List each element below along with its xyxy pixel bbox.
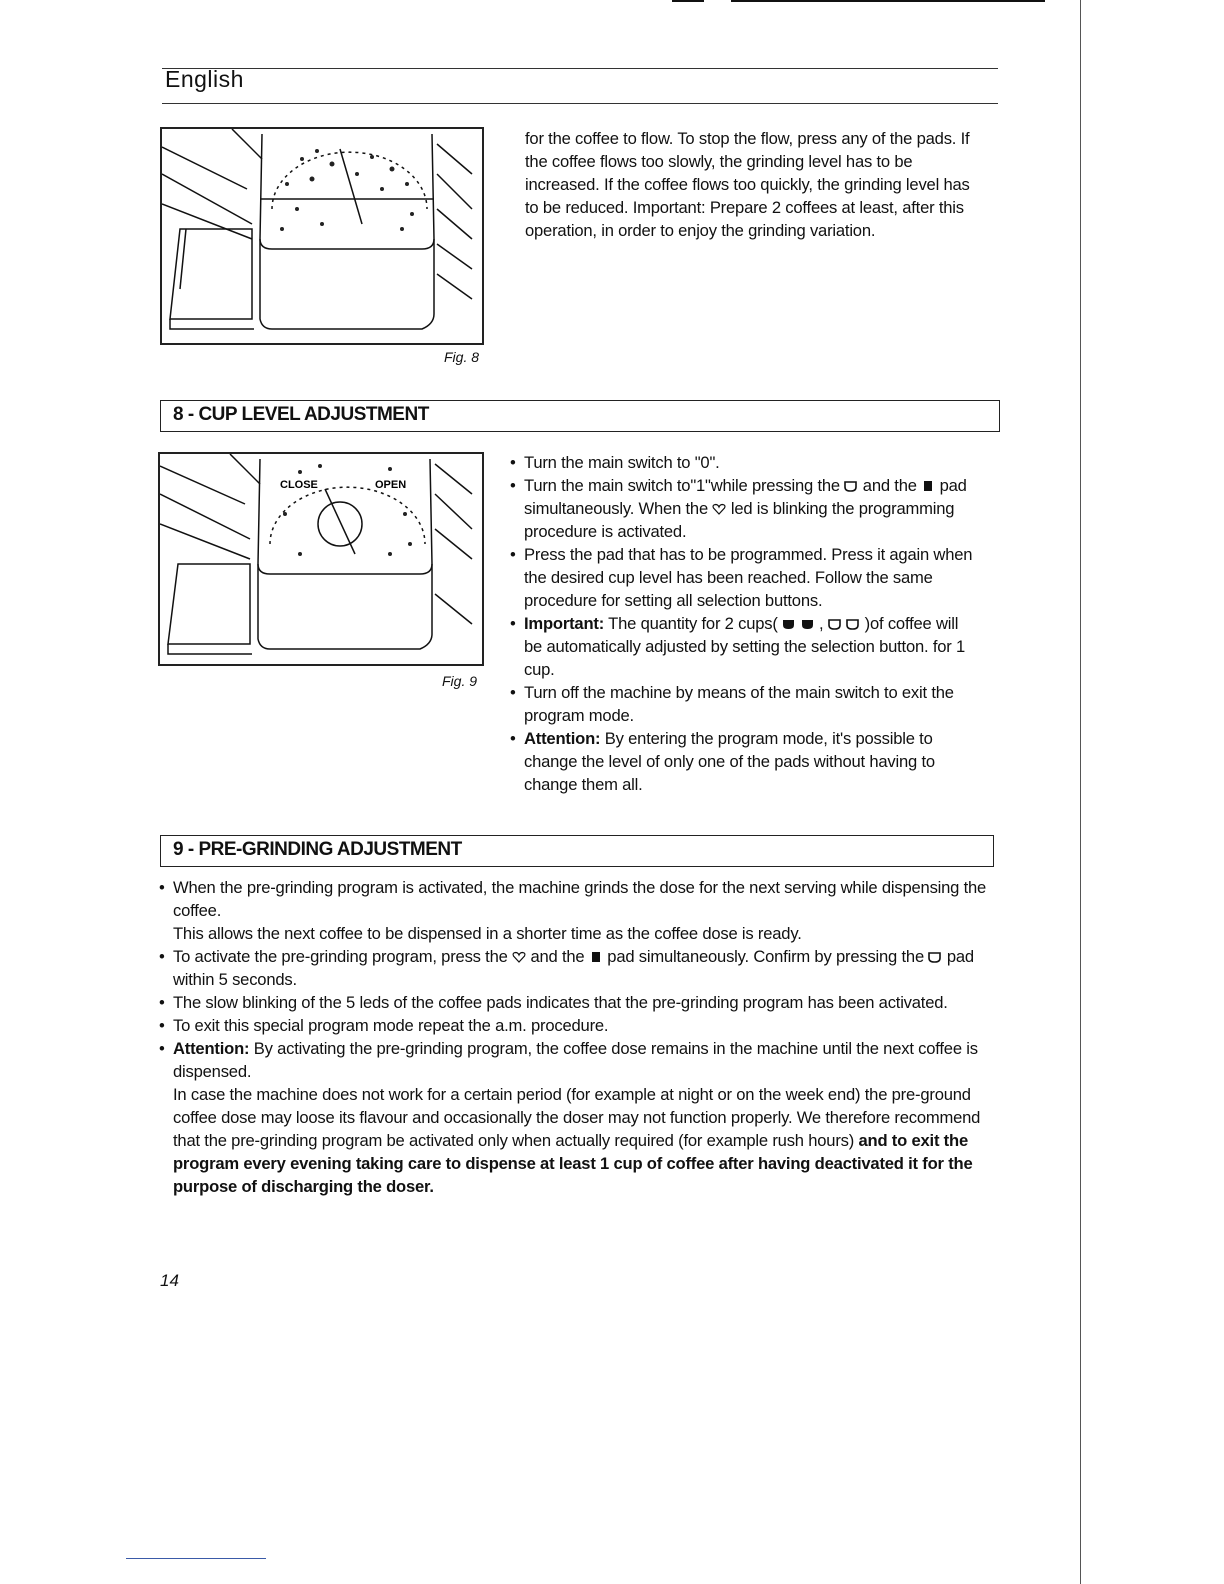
section-8-list bbox=[508, 451, 978, 796]
close-label: CLOSE bbox=[280, 479, 318, 491]
heart-led-icon bbox=[712, 503, 726, 515]
grinder-dial-illustration bbox=[160, 454, 482, 664]
figure-8-caption: Fig. 8 bbox=[444, 349, 480, 365]
list-item: • Attention: By entering the program mode, it's possible to change the level of only one of the pads without having to change them all. bbox=[508, 727, 978, 796]
intro-paragraph: for the coffee to flow. To stop the flow, press any of the pads. If the coffee flows too slowly, the grinding level has to be increased. If the coffee flows too quickly, the grinding level has to be reduced. Important: Prepare 2 coffees at least, after this operation, in order to enjoy the grinding variation. bbox=[525, 129, 970, 240]
section-8-title: 8 - CUP LEVEL ADJUSTMENT bbox=[173, 404, 429, 425]
page-edge bbox=[1080, 0, 1081, 1584]
heart-led-icon bbox=[512, 951, 526, 963]
cup-icon bbox=[928, 951, 942, 963]
list-item: • Turn the main switch to "0". bbox=[508, 451, 978, 474]
list-item: • Press the pad that has to be programmed. Press it again when the desired cup level has been reached. Follow the same procedure for setting all selection buttons. bbox=[508, 543, 978, 612]
filled-cup-icon bbox=[801, 618, 815, 630]
list-item: • Important: The quantity for 2 cups( , )of coffee will be automatically adjusted by setting the selection button. for 1 cup. bbox=[508, 612, 978, 681]
list-item: • Turn the main switch to"1"while pressing the and the pad simultaneously. When the led is blinking the programming procedure is activated. bbox=[508, 474, 978, 543]
header-rule-bottom bbox=[162, 103, 998, 104]
square-pad-icon bbox=[921, 480, 935, 492]
cup-icon bbox=[846, 618, 860, 630]
page-number: 14 bbox=[160, 1271, 179, 1290]
list-item: • When the pre-grinding program is activated, the machine grinds the dose for the next serving while dispensing the coffee. This allows the next coffee to be dispensed in a shorter time as the coffee dose is ready. bbox=[157, 876, 987, 945]
language-label: English bbox=[165, 66, 244, 92]
grinder-illustration bbox=[162, 129, 482, 343]
figure-9-caption: Fig. 9 bbox=[442, 673, 478, 689]
section-9-list bbox=[157, 876, 987, 1198]
top-rule-long bbox=[731, 0, 1045, 2]
list-item: • To activate the pre-grinding program, press the and the pad simultaneously. Confirm by pressing the pad within 5 seconds. bbox=[157, 945, 987, 991]
header-rule-top bbox=[162, 68, 998, 69]
figure-9 bbox=[158, 452, 484, 666]
cup-icon bbox=[828, 618, 842, 630]
list-item: • Turn off the machine by means of the main switch to exit the program mode. bbox=[508, 681, 978, 727]
section-9-title: 9 - PRE-GRINDING ADJUSTMENT bbox=[173, 839, 462, 860]
square-pad-icon bbox=[589, 951, 603, 963]
list-item: • To exit this special program mode repeat the a.m. procedure. bbox=[157, 1014, 987, 1037]
section-8-header bbox=[160, 400, 1000, 432]
list-item: • Attention: By activating the pre-grinding program, the coffee dose remains in the machine until the next coffee is dispensed. In case the machine does not work for a certain period (for example at night or on the week end) the pre-ground coffee dose may loose its flavour and occasionally the doser may not function properly. We therefore recommend that the pre-grinding program be activated only when actually required (for example rush hours) and to exit the program every evening taking care to dispense at least 1 cup of coffee after having deactivated it for the purpose of discharging the doser. bbox=[157, 1037, 987, 1198]
cup-icon bbox=[844, 480, 858, 492]
section-9-header bbox=[160, 835, 994, 867]
footer-rule bbox=[126, 1558, 266, 1559]
open-label: OPEN bbox=[375, 479, 407, 491]
figure-8 bbox=[160, 127, 484, 345]
list-item: • The slow blinking of the 5 leds of the coffee pads indicates that the pre-grinding program has been activated. bbox=[157, 991, 987, 1014]
filled-cup-icon bbox=[782, 618, 796, 630]
top-rule-short bbox=[672, 0, 704, 2]
